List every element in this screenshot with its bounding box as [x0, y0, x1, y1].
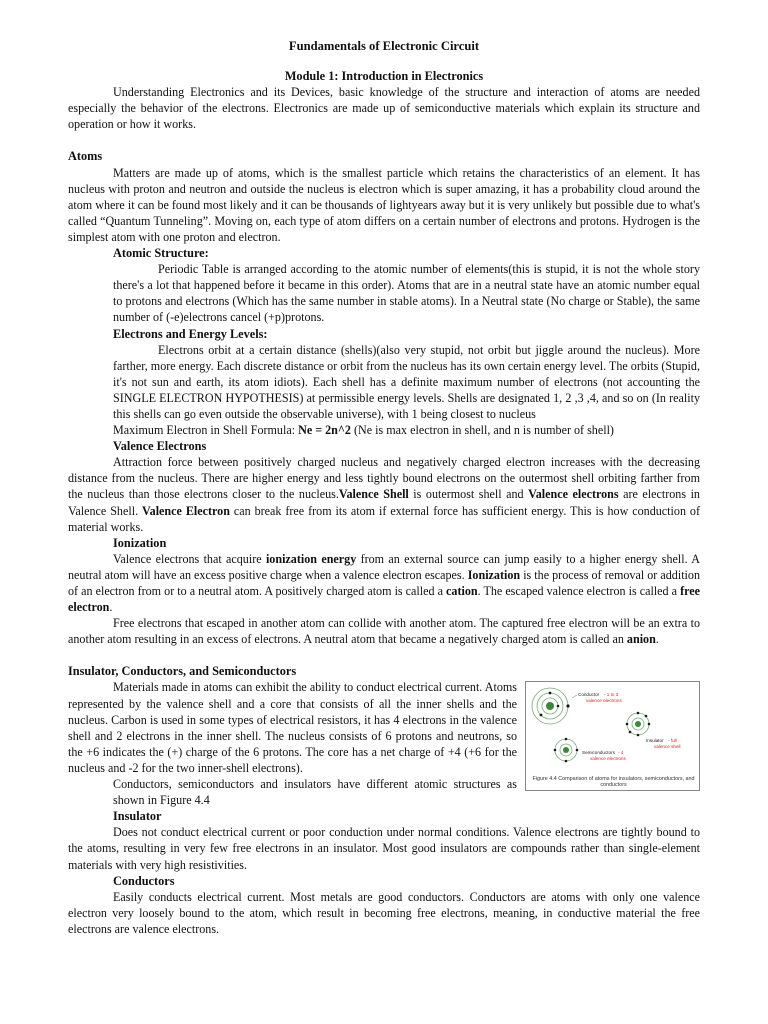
anion-paragraph: [68, 615, 700, 647]
atoms-heading: Atoms: [68, 149, 103, 164]
figure-reference: Conductors, semiconductors and insulators have different atomic structures as shown in Figure 4.4: [113, 777, 517, 808]
energy-levels-paragraph: Electrons orbit at a certain distance (shells)(also very stupid, not orbit but jiggle around the nucleus). More farther, more energy. Each discrete distance or orbit from the nucleus has its own certain energy level. The orbits (Stupid, it's not sun and earth, its atom idiots). Each shell has a definite maximum number of electrons (not accounting the SINGLE ELECTRON HYPOTHESIS) at permissible energy levels. Shells are designated 1, 2 ,3 ,4, and so on (In reality this shells can go even outside the observable universe), with 1 being closest to nucleus: [113, 342, 700, 421]
figure-caption: Figure 4.4 Comparison of atoms for insulators, semiconductors, and conductors: [532, 776, 695, 789]
ionization-text-1: Valence electrons that acquire: [113, 551, 266, 566]
ionization-term-energy: ionization energy: [265, 551, 357, 566]
valence-term-electrons: Valence electrons: [528, 487, 619, 502]
insulator-paragraph: Does not conduct electrical current or poor conduction under normal conditions. Valence electrons are tightly bound to the atoms, resulting in very few free electrons in an insulator. Most good insulators are compounds rather than single-element materials with very high resistivities.: [68, 825, 700, 872]
atom-diagram: [526, 682, 699, 790]
energy-levels-heading: Electrons and Energy Levels:: [113, 326, 268, 341]
formula: Ne = 2n^2: [298, 423, 351, 438]
valence-electrons-heading: Valence Electrons: [113, 439, 207, 454]
ionization-term-cation: cation: [446, 584, 478, 598]
semiconductor-note-1: - 4: [618, 750, 624, 756]
atom-comparison-figure: [525, 681, 700, 791]
semiconductor-note-2: valence electrons: [590, 756, 626, 762]
atomic-structure-heading: Atomic Structure:: [113, 246, 209, 261]
module-title: Module 1: Introduction in Electronics: [284, 69, 484, 84]
anion-text-end: .: [655, 632, 659, 647]
conductor-atom: [532, 688, 570, 724]
conductor-label: Conductor: [578, 692, 600, 698]
semiconductor-atom: [554, 738, 579, 763]
insulator-note-1: - full: [668, 738, 677, 744]
insulators-heading: Insulator, Conductors, and Semiconductors: [68, 664, 297, 679]
ionization-term: Ionization: [467, 567, 521, 582]
valence-text-1: Attraction force between positively charged nucleus and negatively charged electron increases with the decreasing distance from the nucleus. There are higher energy and less tightly bound electrons on the outermost shell orbiting farther from the nucleus than those electrons closer to the nucleus.: [68, 455, 700, 502]
semiconductor-label: Semiconductors: [582, 750, 615, 756]
ionization-text-5: .: [109, 600, 113, 615]
ionization-text-4: . The escaped valence electron is called a: [477, 584, 681, 598]
formula-suffix: (Ne is max electron in shell, and n is number of shell): [350, 423, 614, 438]
conductors-heading: Conductors: [113, 873, 175, 888]
max-electron-formula-line: [113, 422, 700, 438]
valence-term-shell: Valence Shell: [338, 487, 409, 502]
insulators-paragraph: Materials made in atoms can exhibit the ability to conduct electrical current. Atoms represented by the valence shell and a core that consists of all the inner shells and the nucleus. Carbon is used in some types of electrical resistors, it has 4 electrons in the valence shell and 2 electrons in the inner shell. The nucleus consists of 6 protons and neutrons, so the +6 indicates the (+) charge of the 6 protons. The core has a net charge of +4 (+6 for the nucleus and -2 for the two inner-shell electrons).: [68, 680, 517, 775]
atomic-structure-paragraph: Periodic Table is arranged according to the atomic number of elements(this is stupid, it is not the whole story there's a lot that happened before it became in this order). Atoms that are in a neutral state have an atomic number equal to protons and electrons (Which has the same number in stable atoms). In a Neutral state (No charge or Stable), the same number of (-e)electrons cancel (+p)protons.: [113, 262, 700, 325]
valence-text-4: can break free from its atom if external force has sufficient energy. This is how conduction of material works.: [68, 503, 700, 534]
conductor-note-1: - 1 to 3: [604, 692, 619, 698]
ionization-term-free-electron: free electron: [68, 584, 700, 615]
insulator-heading: Insulator: [113, 809, 162, 824]
intro-paragraph: Understanding Electronics and its Devices, basic knowledge of the structure and interaction of atoms are needed especially the behavior of the electrons. Electronics are made up of semiconductive materials which explain its structure and operation or how it works.: [68, 85, 700, 132]
ionization-paragraph: [68, 551, 700, 615]
insulator-label: Insulator: [646, 738, 664, 744]
document-title: Fundamentals of Electronic Circuit: [288, 39, 480, 53]
ionization-text-2: from an external source can jump easily to a higher energy shell. A neutral atom will have an excess positive charge when a valence electron escapes.: [68, 551, 700, 582]
atoms-paragraph: Matters are made up of atoms, which is the smallest particle which retains the characteristics of an element. It has nucleus with proton and neutron and outside the nucleus is electron which is super amazing, it has a probability cloud around the atom where it can be found most likely and it can be thousands of lightyears away but it is very unlikely but possible due to what's called “Quantum Tunneling”. Moving on, each type of atom differs on a certain number of electrons and protons. Hydrogen is the simplest atom with one proton and electron.: [68, 165, 700, 244]
insulator-atom: [626, 712, 651, 737]
document-page: [68, 38, 700, 937]
anion-text: Free electrons that escaped in another atom can collide with another atom. The captured free electron will be an extra to another atom resulting in an excess of electrons. A neutral atom that became a negatively charged atom is called an: [68, 616, 700, 647]
insulator-note-2: valence shell: [654, 744, 681, 750]
valence-text-2: is outermost shell and: [408, 487, 529, 502]
ionization-heading: Ionization: [113, 535, 167, 550]
conductors-paragraph: Easily conducts electrical current. Most metals are good conductors. Conductors are atoms with only one valence electron very loosely bound to the atom, which result in becoming free electrons, meaning, in conductive material the free electrons are valence electrons.: [68, 889, 700, 936]
valence-text-3: are electrons in Valence Shell.: [68, 487, 700, 518]
conductor-note-2: valence electrons: [586, 698, 622, 704]
ionization-text-3: is the process of removal or addition of an electron from or to a neutral atom. A positively charged atom is called a: [68, 567, 701, 598]
formula-prefix: Maximum Electron in Shell Formula:: [113, 423, 299, 438]
valence-paragraph: [68, 454, 700, 534]
valence-term-electron: Valence Electron: [142, 503, 230, 518]
anion-term: anion: [626, 632, 656, 647]
